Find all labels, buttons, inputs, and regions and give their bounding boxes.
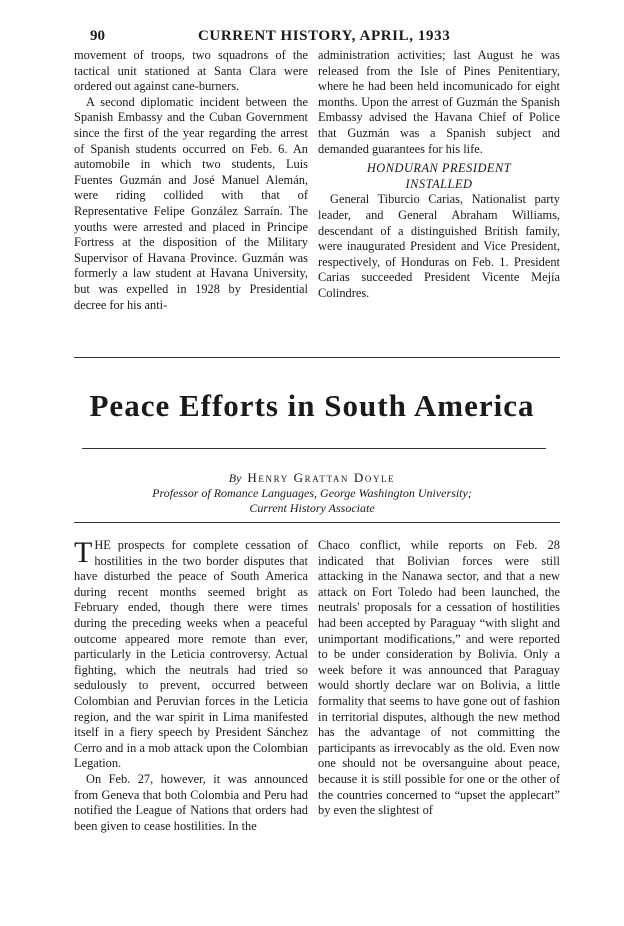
page-header — [90, 28, 550, 48]
section-subhead — [318, 161, 560, 192]
paragraph: Chaco conflict, while reports on Feb. 28 indicated that Bolivian forces were still attacking in the Nanawa sector, and that a new attack on Fort Toledo had been launched, the neutrals' proposals for a cessation of hostilities had been accepted by Paraguay “with slight and unimportant modifications,” and were reported to be under consideration by Bolivia. Only a week before it was announced that Paraguay would shortly declare war on Bolivia, a little formality that seems to have gone out of fashion in territorial disputes, although the new method has the advantage of not committing the participants as irrevocably as the old. Even now one should not be oversanguine about peace, because it is still possible for one or the other of the countries concerned to “upset the applecart” by even the slightest of — [318, 538, 560, 818]
page-number: 90 — [90, 28, 105, 44]
paragraph: movement of troops, two squadrons of the tactical unit stationed at Santa Clara were ordered out against cane-burners. — [74, 48, 308, 94]
paragraph: On Feb. 27, however, it was announced from Geneva that both Colombia and Peru had notified the League of Nations that orders had been given to cease hostilities. In the — [74, 771, 308, 833]
running-head: CURRENT HISTORY, APRIL, 1933 — [198, 28, 451, 44]
column-top-left — [74, 48, 308, 353]
author-name: Henry Grattan Doyle — [247, 470, 396, 485]
lead-word: HE — [94, 538, 111, 552]
by-label: By — [228, 471, 242, 485]
drop-cap: T — [74, 536, 93, 569]
lead-paragraph — [74, 538, 308, 772]
subhead-line: INSTALLED — [405, 176, 473, 191]
section-divider — [74, 357, 560, 358]
author-affiliation: Current History Associate — [249, 501, 375, 515]
column-top-right — [318, 48, 560, 353]
article-title: Peace Efforts in South America — [89, 388, 535, 423]
paragraph: A second diplomatic incident between the Spanish Embassy and the Cuban Government since the first of the year regarding the arrest of Spanish students occurred on Feb. 6. An automobile in which two students, Luis Fuentes Guzmán and José Manuel Alemán, were riding collided with that of Representative Felipe González Sarraín. The youths were arrested and placed in Principe Fortress at the disposition of the Military Supervisor of Havana Province. Guzmán was formerly a law student at Havana University, but was expelled in 1928 by Presidential decree for his anti- — [74, 94, 308, 312]
column-bottom-right — [318, 538, 560, 868]
author-affiliation: Professor of Romance Languages, George Washington University; — [152, 486, 472, 500]
title-rule — [82, 448, 546, 449]
byline — [60, 470, 564, 516]
column-bottom-left — [74, 538, 308, 868]
paragraph-text: prospects for complete cessation of hostilities in the two border disputes that have disturbed the peace of South America during recent months seemed bright as February ended, though there were times during the preceding weeks when a peaceful outcome appeared more remote than ever, particularly in the Leticia controversy. Actual fighting, which the neutrals had tried so sedulously to prevent, occurred between Colombian and Peruvian forces in the Leticia region, and the war spirit in Lima manifested itself in a fiery speech by President Sánchez Cerro and in a mob attack upon the Colombian Legation. — [74, 538, 308, 771]
paragraph: General Tiburcio Carias, Nationalist party leader, and General Abraham Williams, descendant of a distinguished British family, were inaugurated President and Vice President, respectively, of Honduras on Feb. 1. President Carias succeeded President Vicente Mejía Colindres. — [318, 192, 560, 300]
byline-rule — [74, 522, 560, 523]
author-line — [60, 470, 564, 486]
subhead-line: HONDURAN PRESIDENT — [366, 161, 512, 176]
paragraph: administration activities; last August he was released from the Isle of Pines Penitentiary, where he had been held incomunicado for eight months. Upon the arrest of Guzmán the Spanish Embassy advised the Havana Chief of Police that Guzmán was a Spanish subject and demanded guarantees for his life. — [318, 48, 560, 156]
